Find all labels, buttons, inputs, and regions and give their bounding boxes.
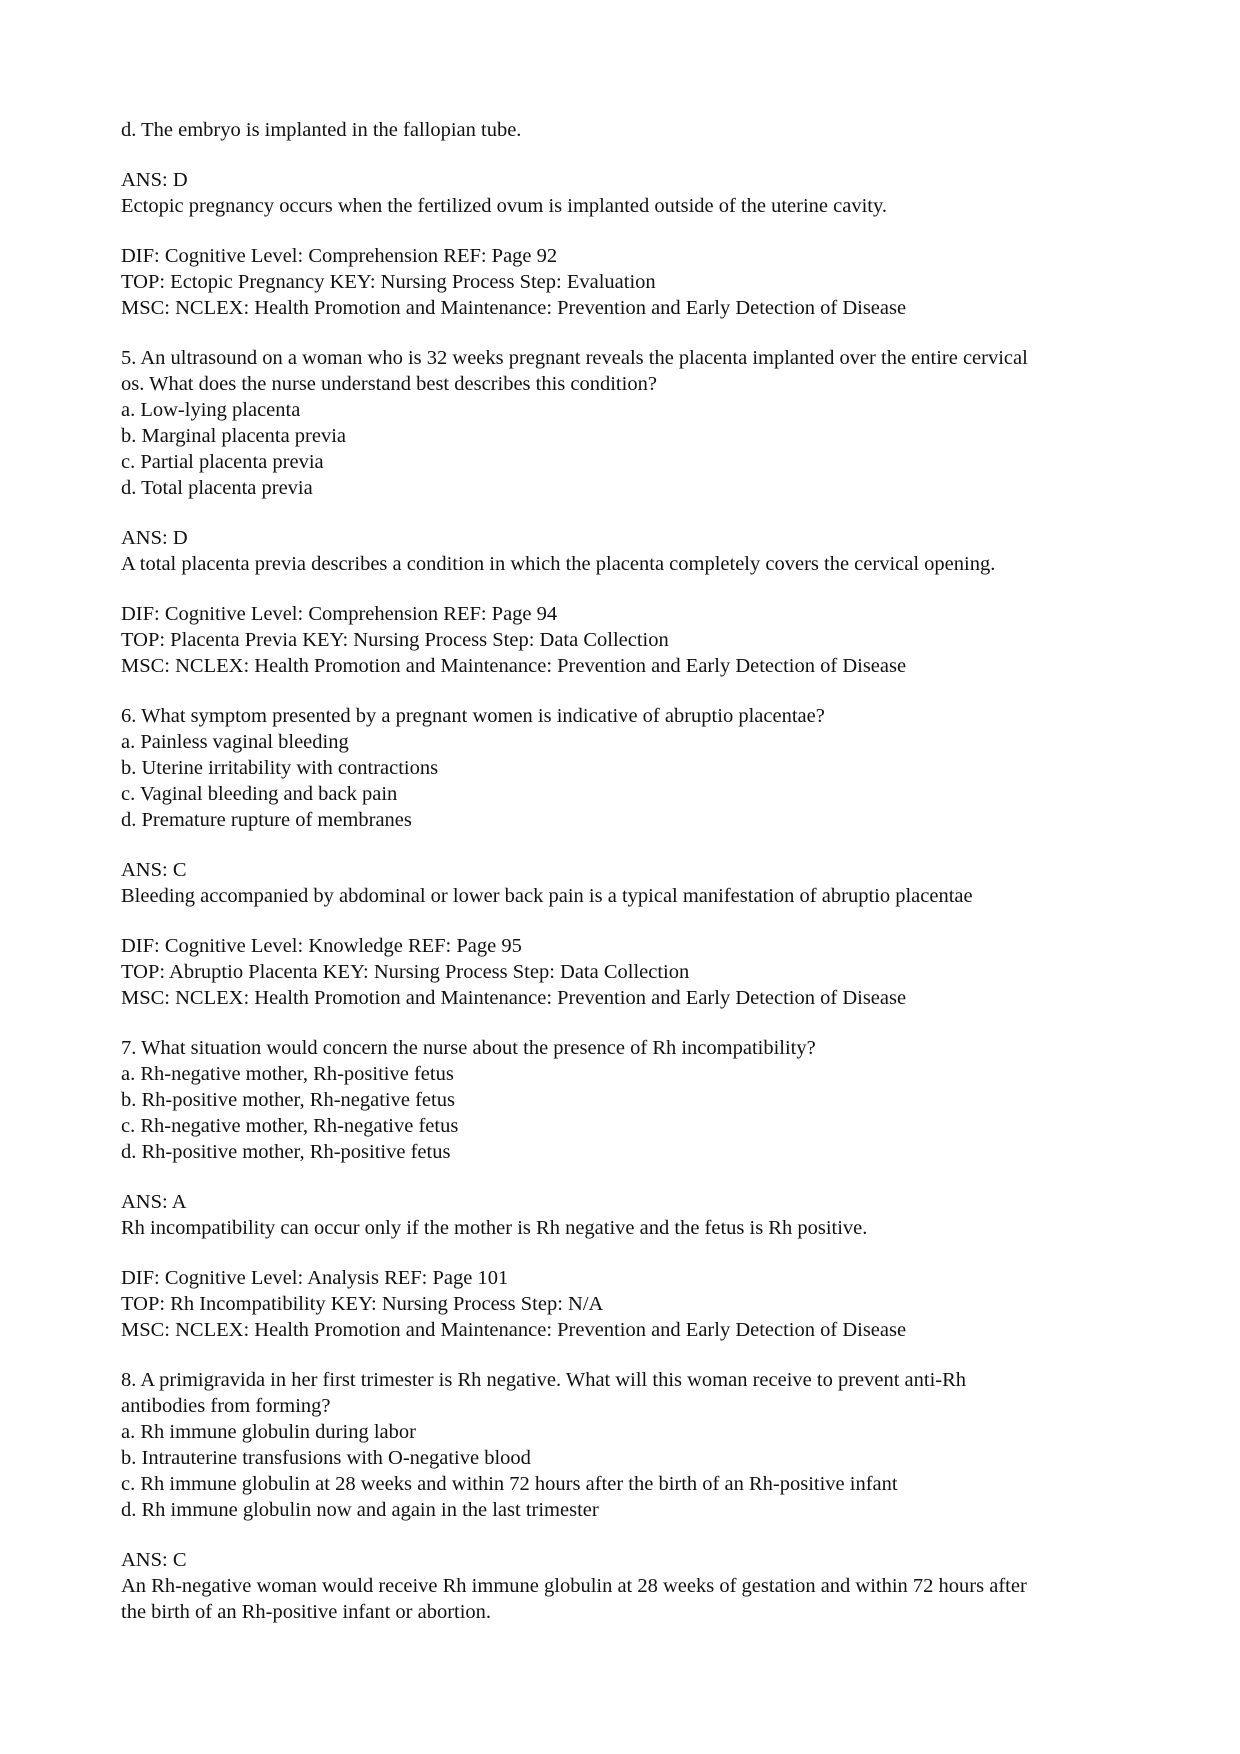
text-line: ANS: D (121, 527, 188, 549)
text-line: DIF: Cognitive Level: Comprehension REF: Page 92 (121, 245, 558, 267)
text-line: a. Painless vaginal bleeding (121, 731, 349, 753)
text-line: TOP: Rh Incompatibility KEY: Nursing Process Step: N/A (121, 1293, 604, 1315)
text-line: c. Vaginal bleeding and back pain (121, 783, 398, 805)
paragraph-gap (121, 501, 1131, 525)
text-line: c. Partial placenta previa (121, 451, 324, 473)
text-line: b. Marginal placenta previa (121, 425, 347, 447)
paragraph-gap (121, 143, 1131, 167)
text-line: d. The embryo is implanted in the fallopian tube. (121, 119, 522, 141)
text-line: A total placenta previa describes a condition in which the placenta completely covers the cervical opening. (121, 553, 996, 575)
page-body (121, 117, 1131, 1625)
text-line: DIF: Cognitive Level: Analysis REF: Page 101 (121, 1267, 509, 1289)
text-line: Rh incompatibility can occur only if the mother is Rh negative and the fetus is Rh positive. (121, 1217, 868, 1239)
text-line: a. Low-lying placenta (121, 399, 301, 421)
text-line: MSC: NCLEX: Health Promotion and Maintenance: Prevention and Early Detection of Disease (121, 1319, 907, 1341)
text-line: the birth of an Rh-positive infant or abortion. (121, 1601, 492, 1623)
text-line: TOP: Placenta Previa KEY: Nursing Process Step: Data Collection (121, 629, 669, 651)
text-line: d. Rh-positive mother, Rh-positive fetus (121, 1141, 451, 1163)
text-line: c. Rh immune globulin at 28 weeks and within 72 hours after the birth of an Rh-positive infant (121, 1473, 898, 1495)
text-line: os. What does the nurse understand best describes this condition? (121, 373, 657, 395)
text-line: ANS: A (121, 1191, 187, 1213)
text-line: antibodies from forming? (121, 1395, 331, 1417)
text-line: a. Rh immune globulin during labor (121, 1421, 416, 1443)
paragraph-gap (121, 679, 1131, 703)
text-line: Ectopic pregnancy occurs when the fertilized ovum is implanted outside of the uterine cavity. (121, 195, 888, 217)
text-line: ANS: C (121, 1549, 187, 1571)
text-line: ANS: C (121, 859, 187, 881)
paragraph-gap (121, 909, 1131, 933)
text-line: An Rh-negative woman would receive Rh immune globulin at 28 weeks of gestation and within 72 hours after (121, 1575, 1027, 1597)
paragraph-gap (121, 1165, 1131, 1189)
text-line: MSC: NCLEX: Health Promotion and Maintenance: Prevention and Early Detection of Disease (121, 297, 907, 319)
paragraph-gap (121, 219, 1131, 243)
text-line: c. Rh-negative mother, Rh-negative fetus (121, 1115, 459, 1137)
text-line: d. Premature rupture of membranes (121, 809, 412, 831)
paragraph-gap (121, 1343, 1131, 1367)
text-line: a. Rh-negative mother, Rh-positive fetus (121, 1063, 454, 1085)
text-line: 6. What symptom presented by a pregnant women is indicative of abruptio placentae? (121, 705, 825, 727)
text-line: 7. What situation would concern the nurse about the presence of Rh incompatibility? (121, 1037, 816, 1059)
text-line: MSC: NCLEX: Health Promotion and Maintenance: Prevention and Early Detection of Disease (121, 655, 907, 677)
paragraph-gap (121, 577, 1131, 601)
paragraph-gap (121, 1241, 1131, 1265)
text-line: Bleeding accompanied by abdominal or lower back pain is a typical manifestation of abruptio placentae (121, 885, 973, 907)
text-line: ANS: D (121, 169, 188, 191)
text-line: b. Rh-positive mother, Rh-negative fetus (121, 1089, 455, 1111)
paragraph-gap (121, 833, 1131, 857)
text-line: b. Uterine irritability with contractions (121, 757, 439, 779)
paragraph-gap (121, 321, 1131, 345)
text-line: d. Total placenta previa (121, 477, 313, 499)
text-line: TOP: Ectopic Pregnancy KEY: Nursing Process Step: Evaluation (121, 271, 656, 293)
text-line: TOP: Abruptio Placenta KEY: Nursing Process Step: Data Collection (121, 961, 690, 983)
text-line: DIF: Cognitive Level: Knowledge REF: Page 95 (121, 935, 522, 957)
text-line: MSC: NCLEX: Health Promotion and Maintenance: Prevention and Early Detection of Disease (121, 987, 907, 1009)
text-line: 5. An ultrasound on a woman who is 32 weeks pregnant reveals the placenta implanted over the entire cervical (121, 347, 1028, 369)
text-line: d. Rh immune globulin now and again in the last trimester (121, 1499, 599, 1521)
paragraph-gap (121, 1523, 1131, 1547)
text-line: b. Intrauterine transfusions with O-negative blood (121, 1447, 531, 1469)
text-line: DIF: Cognitive Level: Comprehension REF: Page 94 (121, 603, 558, 625)
text-line: 8. A primigravida in her first trimester is Rh negative. What will this woman receive to prevent anti-Rh (121, 1369, 967, 1391)
paragraph-gap (121, 1011, 1131, 1035)
